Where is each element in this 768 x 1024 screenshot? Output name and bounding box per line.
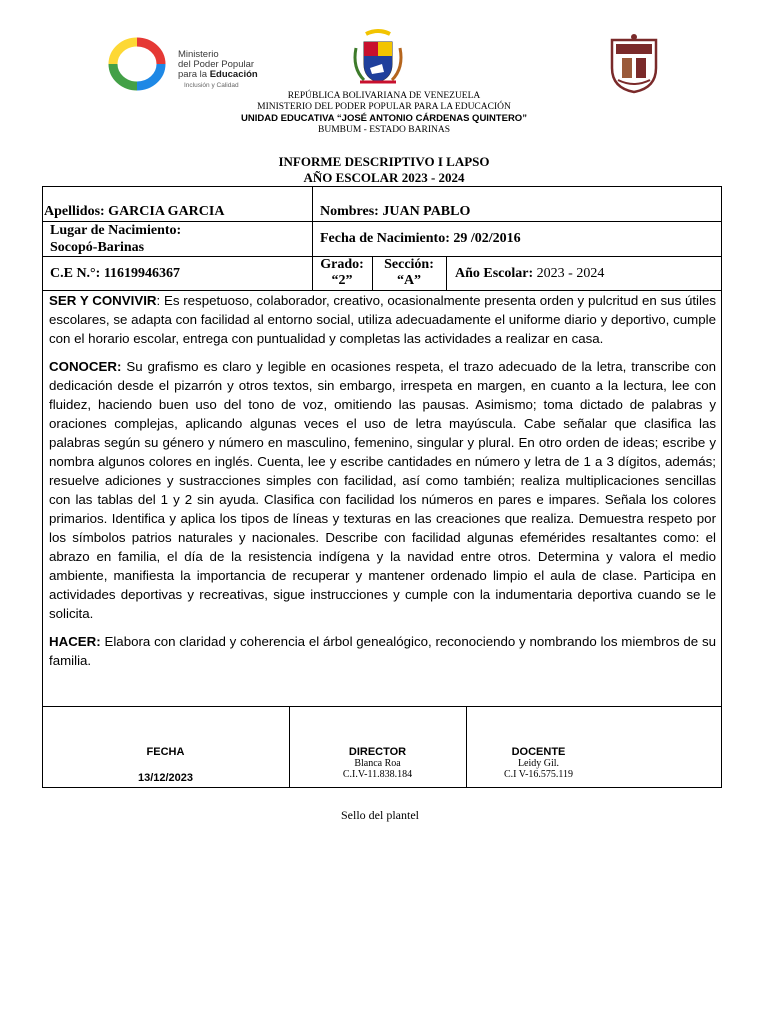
student-school-year xyxy=(455,266,604,282)
school-emblem-icon xyxy=(608,32,660,94)
teacher-label: DOCENTE xyxy=(511,746,566,758)
section-label: Sección: xyxy=(384,257,434,272)
director-label: DIRECTOR xyxy=(348,746,407,758)
header-ministry: MINISTERIO DEL PODER POPULAR PARA LA EDUCACIÓN xyxy=(257,102,511,112)
birthplace-value: Socopó-Barinas xyxy=(50,240,145,255)
school-seal-label: Sello del plantel xyxy=(341,808,419,822)
header-location: BUMBUM - ESTADO BARINAS xyxy=(318,125,450,135)
date-value: 13/12/2023 xyxy=(137,772,194,784)
student-grade xyxy=(312,257,372,289)
hacer-label: HACER: xyxy=(49,634,101,649)
ser-convivir-text: : Es respetuoso, colaborador, creativo, ocasionalmente presenta orden y pulcritud en sus útiles escolares, se adapta con facilidad al entorno social, utiliza adecuadamente el uniforme diario y deportivo, cumple con el horario escolar, entrega con puntualidad y completas las actividades a realizar en casa. xyxy=(49,293,716,346)
student-names: Nombres: JUAN PABLO xyxy=(320,204,471,219)
ministry-slogan: Inclusión y Calidad xyxy=(184,82,239,89)
date-block xyxy=(42,746,289,784)
school-year-label: Año Escolar: xyxy=(455,266,534,281)
ser-convivir-label: SER Y CONVIVIR xyxy=(49,293,157,308)
student-section xyxy=(372,257,446,289)
date-label: FECHA xyxy=(146,746,185,758)
student-ce: C.E N.°: 11619946367 xyxy=(50,266,181,281)
hacer-text: Elabora con claridad y coherencia el árbol genealógico, reconociendo y nombrando los miembros de su familia. xyxy=(49,634,716,668)
school-logo xyxy=(608,32,660,94)
header-school-name: UNIDAD EDUCATIVA “JOSÉ ANTONIO CÁRDENAS QUINTERO” xyxy=(241,113,527,124)
conocer-text: Su grafismo es claro y legible en ocasiones respeta, el trazo adecuado de la letra, transcribe con dedicación desde el pizarrón y otros textos, sin embargo, irrespeta en margen, en cuanto a la lectura, lee con fluidez, haciendo buen uso del tono de voz, omitiendo las pausas. Asimismo; toma dictado de palabras y oraciones complejas, aplicando algunas veces el uso de letra mayúscula. Cabe señalar que clasifica las palabras según su género y número en masculino, femenino, singular y plural. En otro orden de ideas; escribe y nombra algunos colores en inglés. Cuenta, lee y escribe cantidades en número y letra de 1 a 3 dígitos, además; resuelve adiciones y sustracciones simples con facilidad, así como también; realiza multiplicaciones sencillas con las tablas del 1 y 2 sin ayuda. Clasifica con facilidad los números en pares e impares. Señala los colores primarios. Identifica y aplica los tipos de líneas y texturas en las creaciones que realiza. Demuestra respeto por los símbolos patrios naturales y nacionales. Describe con facilidad algunas efemérides resaltantes como: el abrazo en familia, el día de la resistencia indígena y la navidad entre otros. Determina y valora el medio ambiente, manifiesta la importancia de recuperar y mantener ordenado limpio el aula de clase. Participa en actividades deportivas y recreativas, sigue instrucciones y cumple con la indumentaria deportiva cuando se le solicita. xyxy=(49,359,716,621)
row-divider xyxy=(42,706,722,707)
grade-label: Grado: xyxy=(320,257,364,272)
header-country: REPÚBLICA BOLIVARIANA DE VENEZUELA xyxy=(287,91,481,101)
section-value: “A” xyxy=(396,273,422,288)
director-block xyxy=(289,746,466,780)
hacer-paragraph xyxy=(49,632,716,670)
teacher-block xyxy=(466,746,611,780)
birthplace-label: Lugar de Nacimiento: xyxy=(50,223,182,238)
director-id: C.I.V-11.838.184 xyxy=(342,769,413,780)
student-birthplace xyxy=(50,222,181,256)
school-year-value: 2023 - 2024 xyxy=(533,266,605,281)
ministry-logo xyxy=(104,36,284,92)
conocer-label: CONOCER: xyxy=(49,359,122,374)
report-body xyxy=(49,291,716,679)
ministry-ring-icon xyxy=(104,36,170,92)
teacher-id: C.I V-16.575.119 xyxy=(503,769,574,780)
teacher-name: Leidy Gil. xyxy=(517,758,560,769)
report-school-year: AÑO ESCOLAR 2023 - 2024 xyxy=(303,170,465,185)
report-title: INFORME DESCRIPTIVO I LAPSO xyxy=(278,154,490,169)
director-name: Blanca Roa xyxy=(354,758,401,769)
ministry-logo-text: Ministerio del Poder Popular para la Educación xyxy=(178,49,258,80)
coat-of-arms-icon xyxy=(350,28,406,88)
student-birthdate: Fecha de Nacimiento: 29 /02/2016 xyxy=(320,231,521,246)
column-divider xyxy=(446,256,447,290)
ser-convivir-paragraph xyxy=(49,291,716,348)
student-surnames: Apellidos: GARCIA GARCIA xyxy=(44,204,225,219)
coat-of-arms-logo xyxy=(350,28,406,88)
grade-value: “2” xyxy=(331,273,353,288)
conocer-paragraph xyxy=(49,357,716,623)
